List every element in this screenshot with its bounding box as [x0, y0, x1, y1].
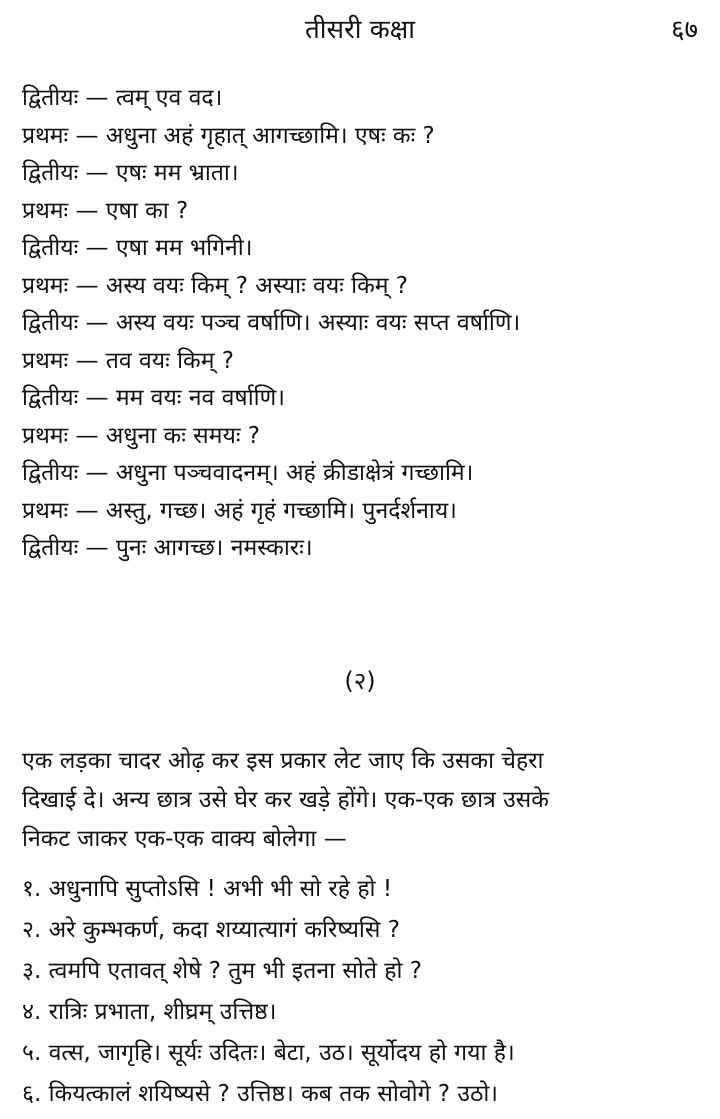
dialogue-line: प्रथमः — अधुना कः समयः ? [22, 422, 260, 449]
list-item: ५. वत्स, जागृहि। सूर्यः उदितः। बेटा, उठ। सूर्योदय हो गया है। [22, 1040, 515, 1066]
dialogue-block [22, 80, 712, 568]
instruction-line: दिखाई दे। अन्य छात्र उसे घेर कर खड़े होंगे। एक-एक छात्र उसके [22, 787, 549, 813]
dialogue-line: द्वितीयः — अस्य वयः पञ्च वर्षाणि। अस्याः वयः सप्त वर्षाणि। [22, 310, 521, 336]
dialogue-line: प्रथमः — अधुना अहं गृहात् आगच्छामि। एषः कः ? [22, 122, 435, 149]
dialogue-line: द्वितीयः — एषा मम भगिनी। [22, 235, 253, 261]
dialogue-line: द्वितीयः — पुनः आगच्छ। नमस्कारः। [22, 535, 313, 561]
dialogue-line: द्वितीयः — त्वम् एव वद। [22, 85, 223, 111]
dialogue-line: द्वितीयः — एषः मम भ्राता। [22, 160, 239, 186]
instruction-line: निकट जाकर एक-एक वाक्य बोलेगा — [22, 826, 347, 852]
dialogue-line: प्रथमः — तव वयः किम् ? [22, 347, 234, 374]
section-number: (२) [344, 667, 376, 695]
dialogue-line: प्रथमः — एषा का ? [22, 197, 189, 224]
list-item: ३. त्वमपि एतावत् शेषे ? तुम भी इतना सोते हो ? [22, 958, 422, 984]
list-item: ६. कियत्कालं शयिष्यसे ? उत्तिष्ठ। कब तक सोवोगे ? उठो। [22, 1081, 498, 1107]
dialogue-line: द्वितीयः — अधुना पञ्चवादनम्। अहं क्रीडाक्षेत्रं गच्छामि। [22, 460, 474, 486]
list-item: १. अधुनापि सुप्तोऽसि ! अभी भी सो रहे हो ! [22, 876, 393, 902]
numbered-list [22, 869, 712, 1115]
dialogue-line: प्रथमः — अस्य वयः किम् ? अस्याः वयः किम् ? [22, 272, 409, 299]
instruction-line: एक लड़का चादर ओढ़ कर इस प्रकार लेट जाए कि उसका चेहरा [22, 748, 544, 774]
dialogue-line: प्रथमः — अस्तु, गच्छ। अहं गृहं गच्छामि। पुनर्दर्शनाय। [22, 497, 457, 524]
page-header-title: तीसरी कक्षा [304, 15, 416, 45]
page-number: ६७ [670, 15, 698, 45]
dialogue-line: द्वितीयः — मम वयः नव वर्षाणि। [22, 385, 285, 411]
list-item: ४. रात्रिः प्रभाता, शीघ्रम् उत्तिष्ठ। [22, 999, 277, 1025]
instruction-paragraph [22, 742, 702, 859]
list-item: २. अरे कुम्भकर्ण, कदा शय्यात्यागं करिष्यसि ? [22, 917, 400, 943]
